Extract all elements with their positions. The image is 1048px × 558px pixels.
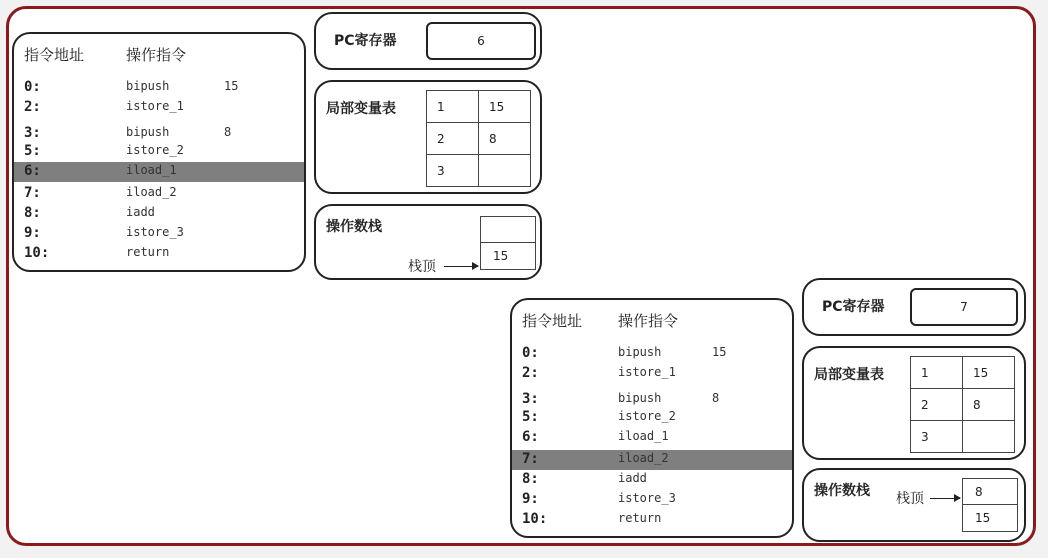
operand-stack <box>480 216 536 270</box>
locals-label: 局部变量表 <box>814 367 884 383</box>
instruction-opcode: istore_2 <box>126 143 184 157</box>
pc-register-box <box>802 278 1026 336</box>
table-row <box>911 357 1015 389</box>
local-index: 3 <box>427 155 479 187</box>
stack-top-label: 栈顶 <box>896 491 924 507</box>
stack-cell <box>480 216 536 243</box>
stack-top-label: 栈顶 <box>408 259 436 275</box>
instruction-opcode: istore_2 <box>618 409 676 423</box>
instruction-opcode: iadd <box>126 205 155 219</box>
local-variable-table <box>910 356 1015 453</box>
stack-cell: 15 <box>962 505 1018 532</box>
instruction-address: 3: <box>24 125 41 141</box>
instruction-address: 5: <box>522 409 539 425</box>
local-value: 15 <box>479 91 531 123</box>
instruction-address: 5: <box>24 143 41 159</box>
instruction-row <box>14 244 304 264</box>
local-value <box>479 155 531 187</box>
table-row <box>911 421 1015 453</box>
instruction-address: 10: <box>522 511 548 527</box>
table-row <box>427 155 531 187</box>
instruction-operand: 15 <box>224 79 239 93</box>
op-header: 操作指令 <box>618 312 679 330</box>
local-index: 2 <box>427 123 479 155</box>
local-index: 1 <box>427 91 479 123</box>
local-variable-table <box>426 90 531 187</box>
instruction-opcode: return <box>126 245 170 259</box>
table-row <box>911 389 1015 421</box>
instruction-row <box>512 408 792 428</box>
local-index: 3 <box>911 421 963 453</box>
local-index: 2 <box>911 389 963 421</box>
instruction-operand: 8 <box>712 391 720 405</box>
instruction-address: 6: <box>522 429 539 445</box>
local-value: 8 <box>479 123 531 155</box>
instruction-address: 0: <box>24 79 41 95</box>
stack-top-arrow <box>444 266 478 267</box>
instruction-row <box>14 124 304 144</box>
instruction-opcode: bipush <box>618 345 662 359</box>
pc-value: 7 <box>910 288 1018 326</box>
pc-value: 6 <box>426 22 536 60</box>
instruction-address: 9: <box>522 491 539 507</box>
operand-stack-box <box>802 468 1026 542</box>
operand-stack <box>962 478 1018 532</box>
pc-label: PC寄存器 <box>822 299 885 315</box>
stack-top-arrow <box>930 498 960 499</box>
instruction-row <box>14 78 304 98</box>
instruction-opcode: bipush <box>126 125 170 139</box>
instruction-row <box>14 224 304 244</box>
instruction-address: 3: <box>522 391 539 407</box>
instruction-row <box>512 344 792 364</box>
local-variable-box <box>314 80 542 194</box>
instruction-opcode: istore_3 <box>126 225 184 239</box>
pc-label: PC寄存器 <box>334 33 397 49</box>
instruction-row <box>14 142 304 162</box>
instruction-opcode: istore_3 <box>618 491 676 505</box>
instruction-opcode: iload_1 <box>126 163 177 177</box>
instruction-row <box>14 162 304 182</box>
table-row <box>427 91 531 123</box>
op-header: 操作指令 <box>126 46 187 64</box>
stack-cell: 15 <box>480 243 536 270</box>
instruction-row <box>512 470 792 490</box>
instruction-opcode: iload_2 <box>618 451 669 465</box>
local-value: 8 <box>963 389 1015 421</box>
instruction-address: 10: <box>24 245 50 261</box>
local-variable-box <box>802 346 1026 460</box>
instruction-box <box>12 32 306 272</box>
pc-register-box <box>314 12 542 70</box>
stack-cell: 8 <box>962 478 1018 505</box>
instruction-address: 9: <box>24 225 41 241</box>
instruction-opcode: iadd <box>618 471 647 485</box>
addr-header: 指令地址 <box>24 46 85 64</box>
instruction-opcode: return <box>618 511 662 525</box>
instruction-address: 0: <box>522 345 539 361</box>
instruction-address: 2: <box>24 99 41 115</box>
instruction-row <box>512 450 792 470</box>
instruction-address: 2: <box>522 365 539 381</box>
instruction-row <box>14 204 304 224</box>
instruction-operand: 8 <box>224 125 232 139</box>
instruction-opcode: bipush <box>618 391 662 405</box>
instruction-operand: 15 <box>712 345 727 359</box>
instruction-address: 7: <box>522 451 539 467</box>
instruction-box <box>510 298 794 538</box>
operand-stack-box <box>314 204 542 280</box>
local-index: 1 <box>911 357 963 389</box>
instruction-row <box>512 428 792 448</box>
instruction-opcode: bipush <box>126 79 170 93</box>
locals-label: 局部变量表 <box>326 101 396 117</box>
instruction-opcode: iload_1 <box>618 429 669 443</box>
instruction-row <box>14 98 304 118</box>
instruction-row <box>512 510 792 530</box>
instruction-row <box>512 490 792 510</box>
instruction-address: 8: <box>24 205 41 221</box>
instruction-address: 8: <box>522 471 539 487</box>
instruction-row <box>14 184 304 204</box>
instruction-opcode: iload_2 <box>126 185 177 199</box>
instruction-address: 6: <box>24 163 41 179</box>
stack-label: 操作数栈 <box>814 483 870 499</box>
local-value: 15 <box>963 357 1015 389</box>
table-row <box>427 123 531 155</box>
instruction-row <box>512 390 792 410</box>
instruction-row <box>512 364 792 384</box>
instruction-address: 7: <box>24 185 41 201</box>
stack-label: 操作数栈 <box>326 219 382 235</box>
local-value <box>963 421 1015 453</box>
addr-header: 指令地址 <box>522 312 583 330</box>
instruction-opcode: istore_1 <box>126 99 184 113</box>
instruction-opcode: istore_1 <box>618 365 676 379</box>
